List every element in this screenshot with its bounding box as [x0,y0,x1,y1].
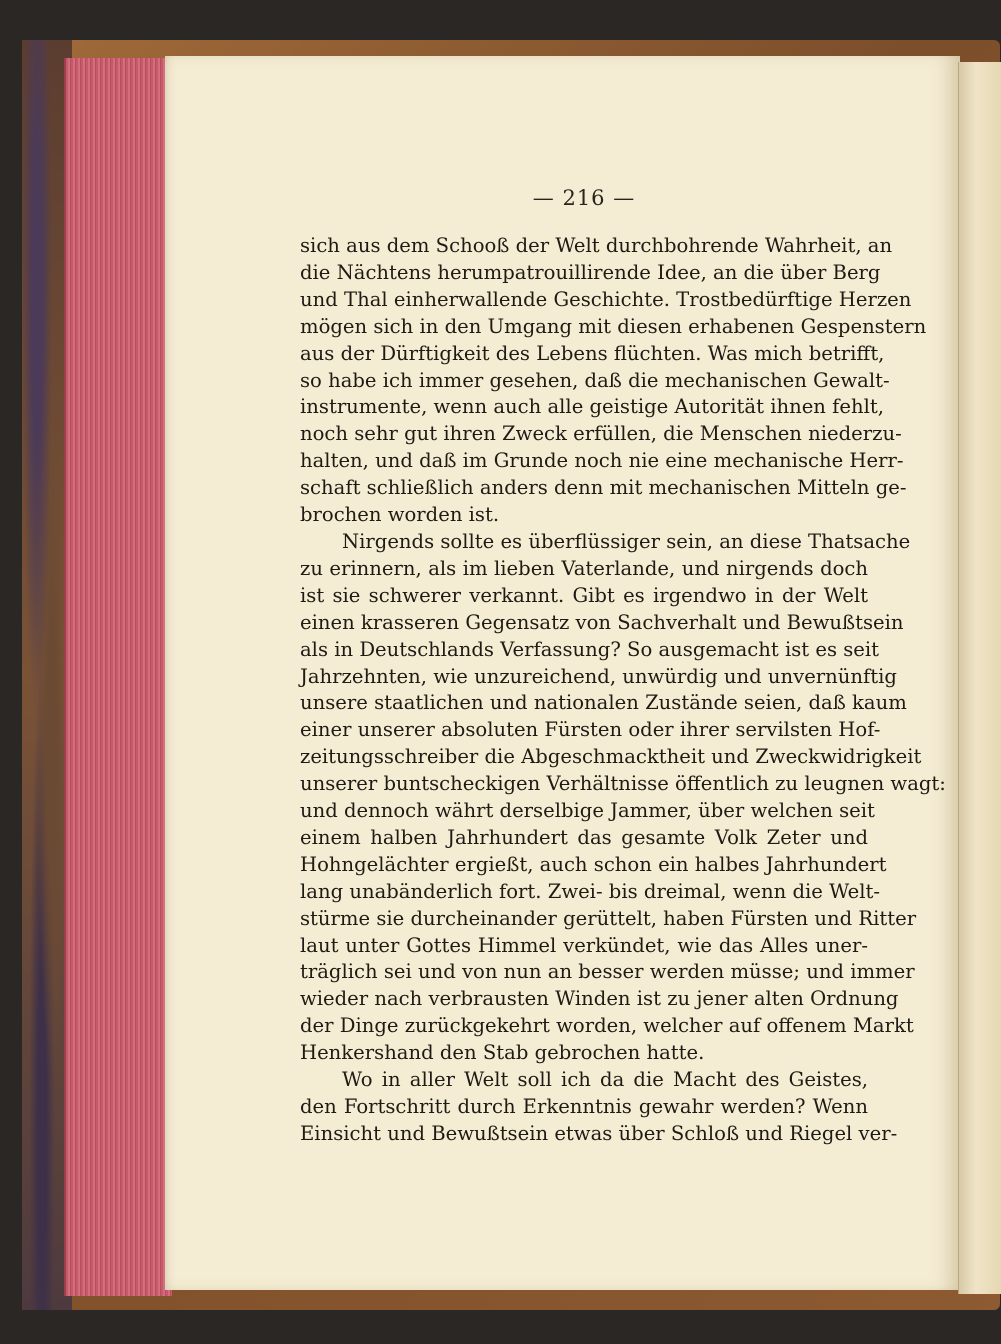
text-line: noch sehr gut ihren Zweck erfüllen, die Menschen niederzu- [300,422,902,446]
body-text [300,233,946,1148]
text-line: halten, und daß im Grunde noch nie eine mechanische Herr- [300,449,904,473]
page-edges [64,58,172,1296]
text-line: Jahrzehnten, wie unzureichend, unwürdig und unvernünftig [300,664,897,688]
text-line: instrumente, wenn auch alle geistige Autorität ihnen fehlt, [300,395,884,419]
text-line: aus der Dürftigkeit des Lebens flüchten. Was mich betrifft, [300,341,885,365]
text-line: die Nächtens herumpatrouillirende Idee, an die über Berg [300,260,881,284]
text-line: als in Deutschlands Verfassung? So ausgemacht ist es seit [300,637,880,661]
text-line: und Thal einherwallende Geschichte. Trostbedürftige Herzen [300,287,912,311]
text-line: der Dinge zurückgekehrt worden, welcher auf offenem Markt [300,1014,914,1038]
text-line: träglich sei und von nun an besser werden müsse; und immer [300,960,915,984]
page-number: — 216 — [532,186,636,210]
text-line: zu erinnern, als im lieben Vaterlande, und nirgends doch [300,556,868,580]
text-line: wieder nach verbrausten Winden ist zu jener alten Ordnung [300,987,899,1011]
text-line: Nirgends sollte es überflüssiger sein, an diese Thatsache [342,529,911,553]
text-line: so habe ich immer gesehen, daß die mechanischen Gewalt- [300,368,890,392]
text-line: schaft schließlich anders denn mit mechanischen Mitteln ge- [300,476,907,500]
text-line: einen krasseren Gegensatz von Sachverhalt und Bewußtsein [300,610,904,634]
text-line: laut unter Gottes Himmel verkündet, wie das Alles uner- [300,933,868,957]
text-line: stürme sie durcheinander gerüttelt, haben Fürsten und Ritter [300,906,917,930]
text-line: einer unserer absoluten Fürsten oder ihrer servilsten Hof- [300,718,881,742]
text-line: unsere staatlichen und nationalen Zustände seien, daß kaum [300,691,907,715]
text-line: ist sie schwerer verkannt. Gibt es irgendwo in der Welt [300,583,868,607]
text-line: sich aus dem Schooß der Welt durchbohrende Wahrheit, an [300,234,893,257]
text-line: lang unabänderlich fort. Zwei- bis dreimal, wenn die Welt- [300,879,881,903]
text-line: Hohngelächter ergießt, auch schon ein halbes Jahrhundert [300,852,887,876]
text-line: Einsicht und Bewußtsein etwas über Schloß und Riegel ver- [300,1121,898,1145]
text-line: zeitungsschreiber die Abgeschmacktheit und Zweckwidrigkeit [300,745,922,769]
facing-page-edge [958,62,1001,1294]
text-line: unserer buntscheckigen Verhältnisse öffentlich zu leugnen wagt: [300,772,946,796]
text-line: den Fortschritt durch Erkenntnis gewahr werden? Wenn [300,1095,868,1118]
text-line: und dennoch währt derselbige Jammer, über welchen seit [300,799,875,823]
text-line: Henkershand den Stab gebrochen hatte. [300,1041,705,1065]
text-line: mögen sich in den Umgang mit diesen erhabenen Gespenstern [300,314,927,338]
text-line: einem halben Jahrhundert das gesamte Volk Zeter und [300,825,868,849]
text-line: brochen worden ist. [300,503,500,527]
text-line: Wo in aller Welt soll ich da die Macht des Geistes, [342,1068,868,1092]
